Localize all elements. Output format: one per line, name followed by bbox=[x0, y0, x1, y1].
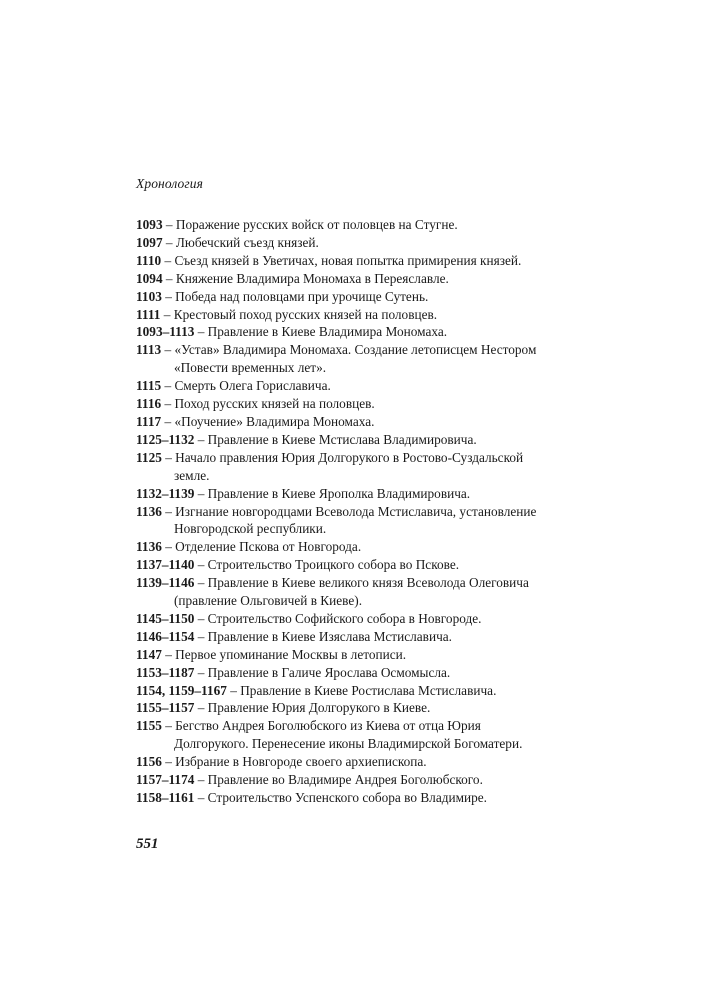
entry-year: 1115 bbox=[136, 378, 162, 394]
entry-separator: – bbox=[194, 628, 208, 644]
entry-year: 1147 bbox=[136, 646, 162, 662]
entry-separator: – bbox=[161, 378, 175, 394]
chronology-entry bbox=[136, 538, 556, 556]
chronology-entry bbox=[136, 234, 556, 252]
chronology-entry bbox=[136, 306, 556, 324]
entry-separator: – bbox=[161, 413, 175, 429]
entry-year: 1154, 1159–1167 bbox=[136, 682, 227, 698]
entry-year: 1093 bbox=[136, 217, 163, 232]
entry-separator: – bbox=[162, 217, 176, 232]
chronology-entry bbox=[136, 717, 556, 753]
entry-text: Бегство Андрея Боголюбского из Киева от отца Юрия Долгорукого. Перенесение иконы Владимирской Богоматери. bbox=[174, 718, 523, 752]
chronology-entry bbox=[136, 699, 556, 717]
chronology-entry bbox=[136, 789, 556, 807]
entry-text: Победа над половцами при урочище Сутень. bbox=[175, 288, 429, 304]
entry-year: 1103 bbox=[136, 288, 162, 304]
entry-text: Изгнание новгородцами Всеволода Мстиславича, установление Новгородской республики. bbox=[174, 503, 537, 537]
entry-year: 1113 bbox=[136, 342, 162, 358]
entry-separator: – bbox=[162, 270, 176, 286]
chronology-entry bbox=[136, 270, 556, 288]
entry-year: 1155 bbox=[136, 718, 162, 734]
entry-year: 1111 bbox=[136, 306, 161, 322]
chronology-entry bbox=[136, 485, 556, 503]
chronology-entry bbox=[136, 341, 556, 377]
chronology-entry bbox=[136, 556, 556, 574]
entry-text: Правление в Галиче Ярослава Осмомысла. bbox=[207, 664, 451, 680]
entry-text: Правление во Владимире Андрея Боголюбского. bbox=[207, 772, 483, 788]
entry-year: 1136 bbox=[136, 503, 162, 519]
entry-text: Правление Юрия Долгорукого в Киеве. bbox=[207, 700, 431, 716]
chronology-entry bbox=[136, 753, 556, 771]
entry-text: Смерть Олега Гориславича. bbox=[174, 378, 331, 394]
entry-separator: – bbox=[161, 252, 175, 268]
entry-year: 1158–1161 bbox=[136, 790, 195, 805]
entry-text: Правление в Киеве Ростислава Мстиславича. bbox=[240, 682, 497, 698]
entry-separator: – bbox=[194, 557, 208, 573]
chronology-entry bbox=[136, 574, 556, 610]
chronology-entry bbox=[136, 449, 556, 485]
entry-separator: – bbox=[161, 646, 176, 662]
chronology-entry bbox=[136, 646, 556, 664]
entry-year: 1094 bbox=[136, 270, 163, 286]
entry-separator: – bbox=[161, 754, 176, 770]
entry-separator: – bbox=[194, 431, 208, 447]
entry-text: Поход русских князей на половцев. bbox=[174, 396, 375, 412]
running-head: Хронология bbox=[136, 176, 203, 191]
entry-year: 1125 bbox=[136, 449, 162, 465]
entry-text: «Поучение» Владимира Мономаха. bbox=[174, 413, 375, 429]
entry-year: 1097 bbox=[136, 234, 163, 250]
entry-text: Строительство Успенского собора во Владимире. bbox=[207, 790, 488, 805]
entry-separator: – bbox=[194, 610, 208, 626]
chronology-entry bbox=[136, 628, 556, 646]
entry-text: Отделение Пскова от Новгорода. bbox=[175, 539, 362, 555]
chronology-entry bbox=[136, 216, 556, 234]
entry-text: Строительство Софийского собора в Новгороде. bbox=[207, 610, 482, 626]
entry-year: 1110 bbox=[136, 252, 162, 268]
entry-separator: – bbox=[161, 396, 175, 412]
entry-separator: – bbox=[161, 342, 175, 358]
entry-separator: – bbox=[194, 700, 208, 716]
entry-separator: – bbox=[194, 790, 208, 805]
entry-text: Поражение русских войск от половцев на Стугне. bbox=[175, 217, 458, 232]
entry-year: 1137–1140 bbox=[136, 557, 195, 573]
chronology-entry bbox=[136, 323, 556, 341]
entry-text: Правление в Киеве Владимира Мономаха. bbox=[207, 324, 448, 340]
entry-text: Строительство Троицкого собора во Пскове. bbox=[207, 557, 460, 573]
entry-year: 1139–1146 bbox=[136, 575, 195, 591]
entry-separator: – bbox=[194, 664, 208, 680]
page-number: 551 bbox=[136, 836, 159, 852]
chronology-entry bbox=[136, 664, 556, 682]
entry-text: «Устав» Владимира Мономаха. Создание летописцем Нестором «Повести временных лет». bbox=[174, 342, 537, 376]
entry-text: Правление в Киеве Изяслава Мстиславича. bbox=[207, 628, 452, 644]
entry-year: 1132–1139 bbox=[136, 485, 195, 501]
entry-separator: – bbox=[160, 306, 174, 322]
chronology-entry bbox=[136, 610, 556, 628]
entry-separator: – bbox=[161, 503, 176, 519]
entry-separator: – bbox=[162, 234, 176, 250]
entry-year: 1157–1174 bbox=[136, 772, 195, 788]
entry-year: 1153–1187 bbox=[136, 664, 195, 680]
entry-separator: – bbox=[194, 324, 208, 340]
entry-text: Правление в Киеве великого князя Всеволода Олеговича (правление Ольговичей в Киеве). bbox=[174, 575, 529, 609]
entry-year: 1145–1150 bbox=[136, 610, 195, 626]
entry-year: 1156 bbox=[136, 754, 162, 770]
chronology-entry bbox=[136, 413, 556, 431]
chronology-entry bbox=[136, 503, 556, 539]
entry-separator: – bbox=[161, 539, 176, 555]
entry-text: Начало правления Юрия Долгорукого в Ростово-Суздальской земле. bbox=[174, 449, 524, 483]
entry-text: Крестовый поход русских князей на половцев. bbox=[173, 306, 438, 322]
entry-separator: – bbox=[161, 718, 176, 734]
entry-separator: – bbox=[161, 288, 176, 304]
chronology-entry bbox=[136, 682, 556, 700]
entry-year: 1146–1154 bbox=[136, 628, 195, 644]
chronology-entry bbox=[136, 771, 556, 789]
chronology-entry bbox=[136, 288, 556, 306]
entry-year: 1116 bbox=[136, 396, 162, 412]
entry-text: Избрание в Новгороде своего архиепископа. bbox=[175, 754, 427, 770]
entry-separator: – bbox=[194, 575, 208, 591]
entry-year: 1125–1132 bbox=[136, 431, 195, 447]
entry-text: Княжение Владимира Мономаха в Переяславле. bbox=[175, 270, 449, 286]
entry-year: 1093–1113 bbox=[136, 324, 195, 340]
entry-text: Правление в Киеве Ярополка Владимировича. bbox=[207, 485, 471, 501]
entry-year: 1155–1157 bbox=[136, 700, 195, 716]
entry-text: Съезд князей в Уветичах, новая попытка примирения князей. bbox=[174, 252, 522, 268]
entry-separator: – bbox=[194, 772, 208, 788]
chronology-list bbox=[136, 216, 556, 807]
entry-text: Правление в Киеве Мстислава Владимировича. bbox=[207, 431, 477, 447]
chronology-entry bbox=[136, 377, 556, 395]
entry-year: 1117 bbox=[136, 413, 162, 429]
chronology-entry bbox=[136, 395, 556, 413]
entry-separator: – bbox=[194, 485, 208, 501]
entry-text: Любечский съезд князей. bbox=[175, 234, 319, 250]
entry-text: Первое упоминание Москвы в летописи. bbox=[175, 646, 407, 662]
entry-year: 1136 bbox=[136, 539, 162, 555]
entry-separator: – bbox=[161, 449, 176, 465]
entry-separator: – bbox=[226, 682, 241, 698]
chronology-entry bbox=[136, 431, 556, 449]
chronology-entry bbox=[136, 252, 556, 270]
